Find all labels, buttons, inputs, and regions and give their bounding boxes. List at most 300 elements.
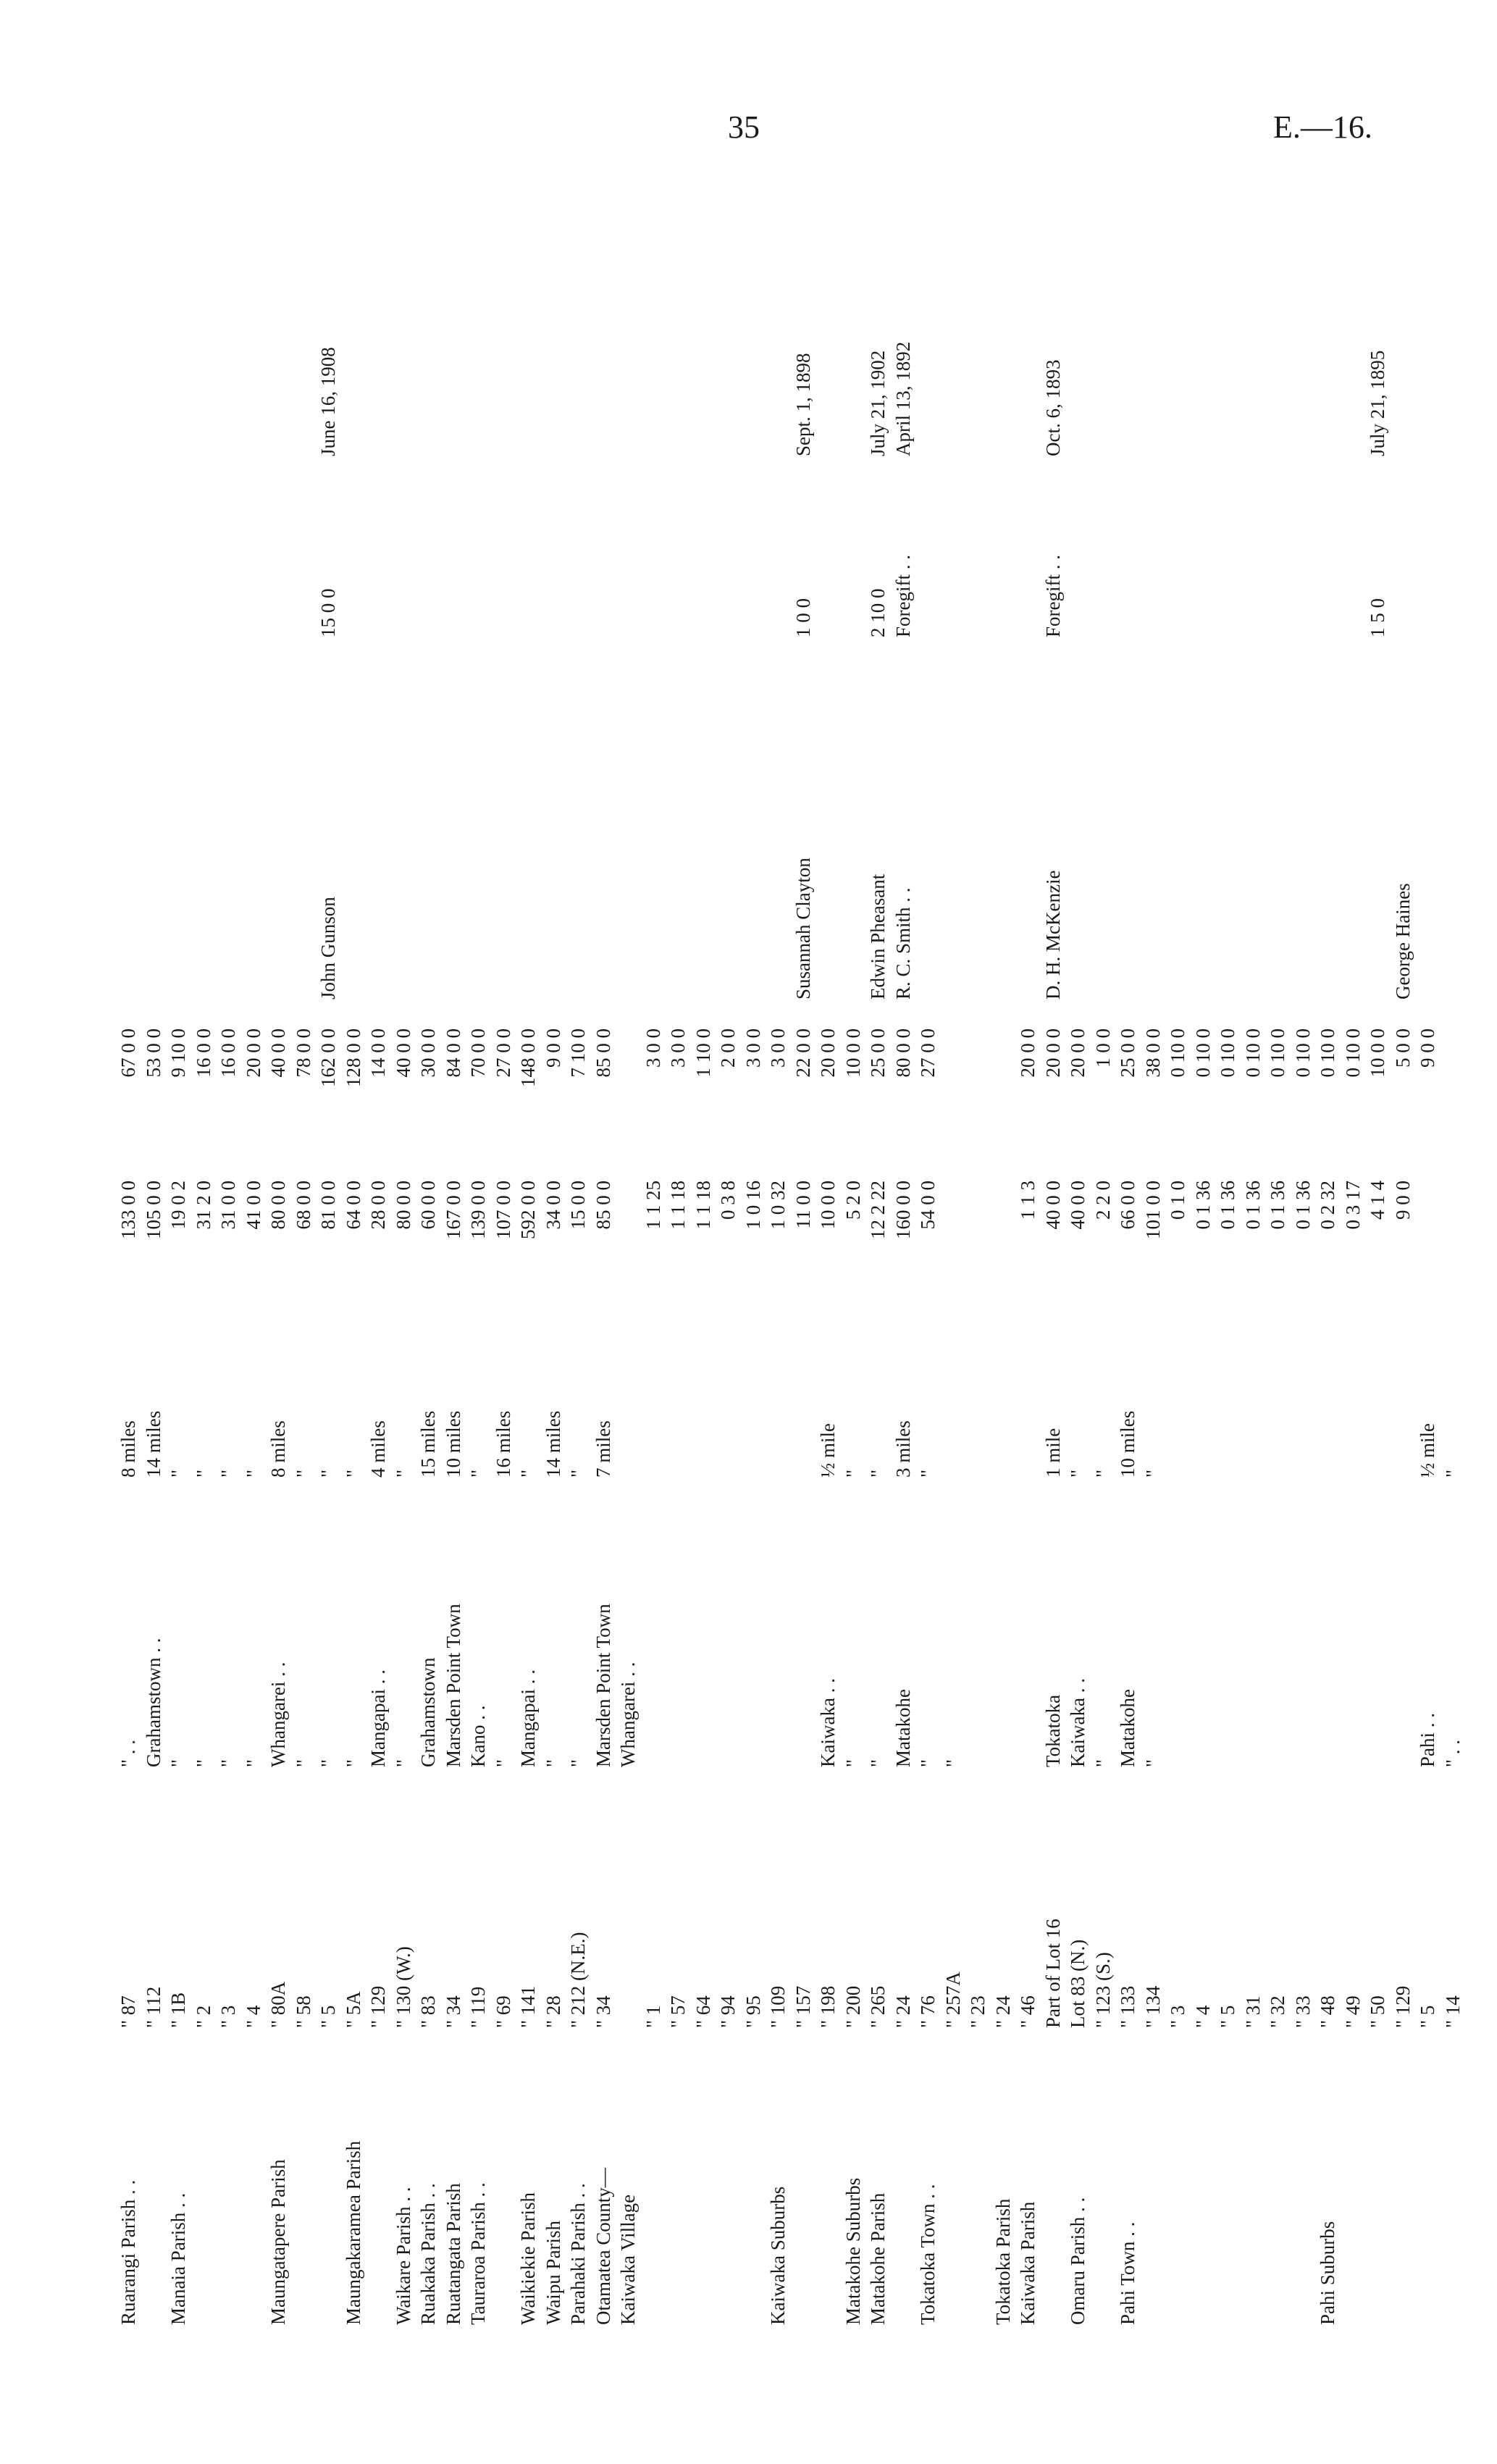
name-cell	[766, 710, 791, 1000]
value-cell: 20 0 0	[242, 1028, 264, 1078]
parish-cell: Matakohe Parish	[867, 2192, 889, 2325]
parish-cell	[1091, 2050, 1116, 2325]
lot-cell: Lot 83 (N.)	[1067, 1939, 1089, 2028]
town-cell	[1291, 1492, 1316, 1767]
value-cell: 3 0 0	[767, 1028, 789, 1068]
value-cell: 9 0 0	[542, 1028, 564, 1068]
distance-cell	[791, 1325, 816, 1478]
area-cell: 12 2 22	[867, 1181, 889, 1239]
town-cell	[1265, 1492, 1291, 1767]
distance-cell	[741, 1325, 766, 1478]
value-cell: 30 0 0	[417, 1028, 439, 1078]
date-cell: July 21, 1895	[1367, 350, 1388, 456]
parish-cell	[1215, 2050, 1241, 2325]
value-cell: 38 0 0	[1141, 1028, 1164, 1078]
area-cell: 80 0 0	[267, 1181, 289, 1230]
price-cell	[1141, 471, 1166, 637]
date-cell	[166, 167, 191, 456]
distance-cell	[1191, 1325, 1216, 1478]
value-column	[116, 1028, 1441, 1159]
lot-cell: " 80A	[267, 1981, 289, 2028]
date-cell	[266, 167, 291, 456]
distance-cell: "	[1091, 1469, 1114, 1478]
parish-cell	[1041, 2050, 1066, 2325]
parish-cell: Kaiwaka Village	[617, 2194, 639, 2325]
date-cell	[716, 167, 741, 456]
distance-cell	[1241, 1325, 1266, 1478]
area-cell: 0 1 0	[1167, 1181, 1188, 1220]
date-cell	[441, 167, 466, 456]
date-cell	[641, 167, 666, 456]
area-cell: 85 0 0	[592, 1181, 614, 1230]
parish-cell: Waipu Parish	[542, 2220, 564, 2325]
area-cell: 0 1 36	[1291, 1181, 1314, 1230]
value-cell	[616, 1028, 641, 1159]
distance-cell: 14 miles	[142, 1410, 164, 1478]
date-cell	[1065, 167, 1091, 456]
lot-cell: " 32	[1267, 1995, 1288, 2028]
lot-cell: " 34	[592, 1995, 614, 2028]
name-cell	[965, 710, 991, 1000]
lot-cell: " 76	[917, 1995, 939, 2028]
town-cell: "	[942, 1759, 964, 1767]
town-cell: "	[292, 1759, 314, 1767]
area-cell: 40 0 0	[1041, 1181, 1064, 1230]
date-cell	[766, 167, 791, 456]
price-cell	[965, 471, 991, 637]
date-cell	[1141, 167, 1166, 456]
town-cell: "	[167, 1759, 189, 1767]
lot-cell: " 5	[1217, 2005, 1238, 2028]
value-cell: 128 0 0	[342, 1028, 364, 1087]
date-cell	[915, 167, 941, 456]
lot-cell: " 198	[817, 1985, 839, 2028]
parish-cell: Matakohe Suburbs	[842, 2177, 864, 2325]
price-cell	[416, 471, 441, 637]
town-cell	[716, 1492, 741, 1767]
date-cell	[416, 167, 441, 456]
date-cell	[1215, 167, 1241, 456]
lot-cell: " 57	[667, 1995, 689, 2028]
area-cell	[1415, 1181, 1441, 1311]
area-cell: 0 1 36	[1191, 1181, 1214, 1230]
lot-cell: " 1B	[167, 1992, 189, 2028]
date-cell	[391, 167, 416, 456]
parish-cell	[291, 2050, 316, 2325]
area-cell: 34 0 0	[542, 1181, 564, 1230]
value-cell	[991, 1028, 1016, 1159]
lot-cell: " 49	[1341, 1995, 1364, 2028]
lot-cell: " 24	[892, 1995, 914, 2028]
value-cell: 85 0 0	[592, 1028, 614, 1078]
town-cell: Kaiwaka . .	[1067, 1678, 1089, 1767]
value-cell: 25 0 0	[1117, 1028, 1139, 1078]
date-cell	[691, 167, 716, 456]
value-cell	[965, 1028, 991, 1159]
lot-cell: " 4	[1191, 2005, 1214, 2028]
holder-name-column	[116, 710, 1490, 1000]
date-column	[116, 167, 1465, 456]
lot-cell: " 24	[991, 1995, 1014, 2028]
date-cell	[541, 167, 566, 456]
town-cell	[1191, 1492, 1216, 1767]
area-cell: 4 1 4	[1367, 1181, 1388, 1220]
area-cell: 15 0 0	[567, 1181, 589, 1230]
area-cell: 0 1 36	[1241, 1181, 1264, 1230]
distance-cell	[1015, 1325, 1041, 1478]
lot-cell: " 5A	[342, 1991, 364, 2028]
distance-cell: "	[842, 1469, 864, 1478]
date-cell	[116, 167, 141, 456]
date-cell	[841, 167, 866, 456]
price-cell: 1 5 0	[1367, 598, 1388, 637]
price-cell	[991, 471, 1016, 637]
price-cell	[291, 471, 316, 637]
lot-cell: " 34	[442, 1995, 464, 2028]
parish-cell: Ruatangata Parish	[442, 2183, 464, 2325]
name-cell	[1441, 710, 1466, 1000]
area-cell	[965, 1181, 991, 1311]
name-cell	[141, 710, 167, 1000]
value-cell: 40 0 0	[392, 1028, 414, 1078]
town-cell	[965, 1492, 991, 1767]
area-cell: 1 1 18	[692, 1181, 714, 1230]
lot-cell: " 4	[242, 2005, 264, 2028]
price-cell	[341, 471, 366, 637]
parish-cell	[191, 2050, 217, 2325]
area-cell: 0 1 36	[1217, 1181, 1238, 1230]
town-cell: "	[1141, 1759, 1164, 1767]
parish-cell: Parahaki Parish . .	[567, 2183, 589, 2325]
town-cell: Matakohe	[892, 1689, 914, 1767]
name-cell	[441, 710, 466, 1000]
name-cell	[541, 710, 566, 1000]
lot-cell: " 119	[467, 1986, 489, 2028]
price-cell	[541, 471, 566, 637]
value-cell: 16 0 0	[217, 1028, 239, 1078]
parish-cell: Pahi Suburbs	[1317, 2221, 1338, 2325]
value-cell: 162 0 0	[317, 1028, 339, 1087]
price-cell: 2 10 0	[867, 588, 889, 637]
name-cell	[1015, 710, 1041, 1000]
value-cell: 0 10 0	[1191, 1028, 1214, 1078]
price-cell	[366, 471, 391, 637]
distance-cell: "	[917, 1469, 939, 1478]
name-cell	[466, 710, 491, 1000]
distance-cell	[1165, 1325, 1191, 1478]
price-cell	[815, 471, 841, 637]
price-cell	[1191, 471, 1216, 637]
lot-cell: " 129	[367, 1985, 389, 2028]
town-cell	[991, 1492, 1016, 1767]
town-cell: "	[917, 1759, 939, 1767]
area-cell: 64 0 0	[342, 1181, 364, 1230]
lot-cell: " 257A	[942, 1971, 964, 2028]
date-cell	[1265, 167, 1291, 456]
distance-cell	[991, 1325, 1016, 1478]
name-cell: George Haines	[1391, 883, 1414, 1000]
lot-cell: " 212 (N.E.)	[567, 1932, 589, 2028]
town-cell: Grahamstown . .	[142, 1638, 164, 1767]
town-cell: " . .	[117, 1739, 139, 1767]
name-cell	[815, 710, 841, 1000]
parish-cell	[891, 2050, 916, 2325]
price-cell	[266, 471, 291, 637]
price-cell	[716, 471, 741, 637]
distance-cell: 14 miles	[542, 1410, 564, 1478]
distance-cell	[965, 1325, 991, 1478]
lot-cell: " 50	[1367, 1995, 1388, 2028]
area-cell: 167 0 0	[442, 1181, 464, 1239]
date-cell	[1291, 167, 1316, 456]
parish-cell: Kaiwaka Suburbs	[767, 2186, 789, 2325]
value-cell: 16 0 0	[192, 1028, 214, 1078]
distance-cell: 10 miles	[442, 1410, 464, 1478]
area-cell: 9 0 0	[1391, 1181, 1414, 1220]
price-cell	[1315, 471, 1341, 637]
town-cell: Kaiwaka . .	[817, 1678, 839, 1767]
lot-cell: " 141	[517, 1985, 539, 2028]
parish-cell	[1241, 2050, 1266, 2325]
area-cell: 40 0 0	[1067, 1181, 1089, 1230]
value-cell: 7 10 0	[567, 1028, 589, 1078]
parish-cell	[716, 2050, 741, 2325]
distance-cell: "	[1141, 1469, 1164, 1478]
value-cell: 14 0 0	[367, 1028, 389, 1078]
price-cell	[941, 471, 966, 637]
town-cell	[1215, 1492, 1241, 1767]
town-cell: Marsden Point Town	[592, 1604, 614, 1767]
parish-cell: Ruarangi Parish . .	[117, 2179, 139, 2325]
parish-cell: Tauraroa Parish . .	[467, 2182, 489, 2325]
distance-cell: "	[567, 1469, 589, 1478]
date-cell	[1165, 167, 1191, 456]
price-cell	[741, 471, 766, 637]
value-cell: 9 0 0	[1417, 1028, 1438, 1068]
town-cell: "	[567, 1759, 589, 1767]
name-cell	[1141, 710, 1166, 1000]
area-cell: 10 0 0	[817, 1181, 839, 1230]
town-cell	[641, 1492, 666, 1767]
distance-cell: 7 miles	[592, 1420, 614, 1478]
name-cell	[191, 710, 217, 1000]
parish-cell: Tokatoka Town . .	[917, 2184, 939, 2325]
name-cell	[716, 710, 741, 1000]
town-cell: "	[867, 1759, 889, 1767]
name-cell	[1115, 710, 1141, 1000]
date-cell	[965, 167, 991, 456]
value-cell: 3 0 0	[667, 1028, 689, 1068]
date-cell: July 21, 1902	[867, 350, 889, 456]
lot-column	[116, 1811, 1465, 2028]
town-cell: "	[242, 1759, 264, 1767]
date-cell: Sept. 1, 1898	[792, 353, 814, 456]
town-cell: Mangapai . .	[367, 1669, 389, 1767]
area-cell: 1 1 3	[1017, 1181, 1039, 1220]
value-cell	[941, 1028, 966, 1159]
lot-cell: " 33	[1291, 1995, 1314, 2028]
parish-cell: Maungatapere Parish	[267, 2159, 289, 2325]
distance-cell	[1365, 1325, 1391, 1478]
lot-cell: " 31	[1241, 1995, 1264, 2028]
distance-cell: ½ mile	[1417, 1423, 1438, 1478]
area-cell: 592 0 0	[517, 1181, 539, 1239]
date-cell	[491, 167, 516, 456]
parish-cell: Kaiwaka Parish	[1017, 2201, 1039, 2325]
area-cell: 1 0 16	[742, 1181, 764, 1230]
price-column	[116, 471, 1465, 637]
lot-cell: " 200	[842, 1985, 864, 2028]
name-cell: Susannah Clayton	[792, 858, 814, 1000]
date-cell	[1091, 167, 1116, 456]
distance-cell	[1215, 1325, 1241, 1478]
parish-cell: Manaia Parish . .	[167, 2192, 189, 2325]
date-cell	[566, 167, 591, 456]
parish-cell	[815, 2050, 841, 2325]
date-cell	[1415, 167, 1441, 456]
distance-cell: "	[867, 1469, 889, 1478]
name-cell: D. H. McKenzie	[1041, 870, 1064, 1000]
price-cell	[191, 471, 217, 637]
value-cell: 27 0 0	[492, 1028, 514, 1078]
area-cell: 139 0 0	[467, 1181, 489, 1239]
distance-cell	[1265, 1325, 1291, 1478]
price-cell	[1241, 471, 1266, 637]
name-cell	[341, 710, 366, 1000]
name-cell	[641, 710, 666, 1000]
price-cell	[1215, 471, 1241, 637]
parish-cell	[791, 2050, 816, 2325]
parish-cell	[241, 2050, 267, 2325]
area-cell: 11 0 0	[792, 1181, 814, 1229]
area-cell: 68 0 0	[292, 1181, 314, 1230]
distance-column	[116, 1325, 1465, 1478]
lot-cell: " 94	[717, 1995, 739, 2028]
date-cell	[191, 167, 217, 456]
lot-cell: " 1	[642, 2005, 664, 2028]
area-cell: 66 0 0	[1117, 1181, 1139, 1230]
name-cell	[666, 710, 691, 1000]
lot-cell: " 157	[792, 1985, 814, 2028]
lot-cell: " 112	[142, 1986, 164, 2028]
town-cell: "	[192, 1759, 214, 1767]
value-cell: 10 0 0	[842, 1028, 864, 1078]
date-cell: Oct. 6, 1893	[1041, 359, 1064, 456]
town-cell: "	[1091, 1759, 1114, 1767]
name-cell	[391, 710, 416, 1000]
value-cell: 20 0 0	[817, 1028, 839, 1078]
distance-cell: 15 miles	[417, 1410, 439, 1478]
lot-cell: " 83	[417, 1995, 439, 2028]
lot-cell: " 2	[192, 2005, 214, 2028]
price-cell	[766, 471, 791, 637]
distance-cell	[716, 1325, 741, 1478]
distance-cell	[666, 1325, 691, 1478]
name-cell	[915, 710, 941, 1000]
area-cell: 1 1 18	[667, 1181, 689, 1230]
town-cell: "	[542, 1759, 564, 1767]
value-cell: 1 0 0	[1091, 1028, 1114, 1068]
name-cell	[416, 710, 441, 1000]
parish-cell	[316, 2050, 341, 2325]
value-cell: 40 0 0	[267, 1028, 289, 1078]
date-cell	[1015, 167, 1041, 456]
parish-cell: Ruakaka Parish . .	[417, 2183, 439, 2325]
price-cell	[241, 471, 267, 637]
name-cell	[1341, 710, 1366, 1000]
area-cell: 0 1 36	[1267, 1181, 1288, 1230]
price-cell: Foregift . .	[892, 555, 914, 637]
value-cell: 0 10 0	[1241, 1028, 1264, 1078]
name-cell	[491, 710, 516, 1000]
date-cell	[1115, 167, 1141, 456]
value-cell: 2 0 0	[717, 1028, 739, 1068]
value-cell: 53 0 0	[142, 1028, 164, 1078]
lot-cell: " 3	[217, 2005, 239, 2028]
distance-cell: 1 mile	[1041, 1428, 1064, 1478]
distance-cell: "	[342, 1469, 364, 1478]
date-cell	[1341, 167, 1366, 456]
lot-cell: " 130 (W.)	[392, 1946, 414, 2028]
parish-cell: Omaru Parish . .	[1067, 2197, 1089, 2325]
area-cell: 107 0 0	[492, 1181, 514, 1239]
lot-cell: " 58	[292, 1995, 314, 2028]
name-cell	[266, 710, 291, 1000]
distance-cell	[766, 1325, 791, 1478]
town-cell: "	[217, 1759, 239, 1767]
area-cell	[941, 1181, 966, 1311]
price-cell	[1015, 471, 1041, 637]
date-cell	[1241, 167, 1266, 456]
name-cell	[1415, 710, 1441, 1000]
distance-cell	[691, 1325, 716, 1478]
price-cell	[116, 471, 141, 637]
town-cell: Marsden Point Town	[442, 1604, 464, 1767]
price-cell	[466, 471, 491, 637]
area-cell: 54 0 0	[917, 1181, 939, 1230]
price-cell	[1115, 471, 1141, 637]
rotated-land-table	[116, 152, 1464, 2325]
value-cell: 27 0 0	[917, 1028, 939, 1078]
value-cell: 84 0 0	[442, 1028, 464, 1078]
area-cell: 133 0 0	[117, 1181, 139, 1239]
value-cell: 70 0 0	[467, 1028, 489, 1078]
town-cell: Mangapai . .	[517, 1669, 539, 1767]
value-cell: 9 10 0	[167, 1028, 189, 1078]
price-cell	[841, 471, 866, 637]
area-cell: 101 0 0	[1141, 1181, 1164, 1239]
distance-cell	[941, 1325, 966, 1478]
distance-cell: "	[242, 1469, 264, 1478]
price-cell	[1341, 471, 1366, 637]
date-cell	[616, 167, 641, 456]
distance-cell: "	[217, 1469, 239, 1478]
town-cell	[1315, 1492, 1341, 1767]
nearest-town-column	[116, 1492, 1465, 1767]
lot-cell: " 87	[117, 1995, 139, 2028]
parish-cell	[1291, 2050, 1316, 2325]
name-cell	[1291, 710, 1316, 1000]
lot-cell: " 5	[1417, 2005, 1438, 2028]
town-cell	[1391, 1492, 1416, 1767]
date-cell	[1191, 167, 1216, 456]
area-cell: 160 0 0	[892, 1181, 914, 1239]
name-cell	[566, 710, 591, 1000]
date-cell	[516, 167, 541, 456]
distance-cell: 10 miles	[1117, 1410, 1139, 1478]
town-cell: Matakohe	[1117, 1689, 1139, 1767]
area-cell: 31 2 0	[192, 1181, 214, 1230]
